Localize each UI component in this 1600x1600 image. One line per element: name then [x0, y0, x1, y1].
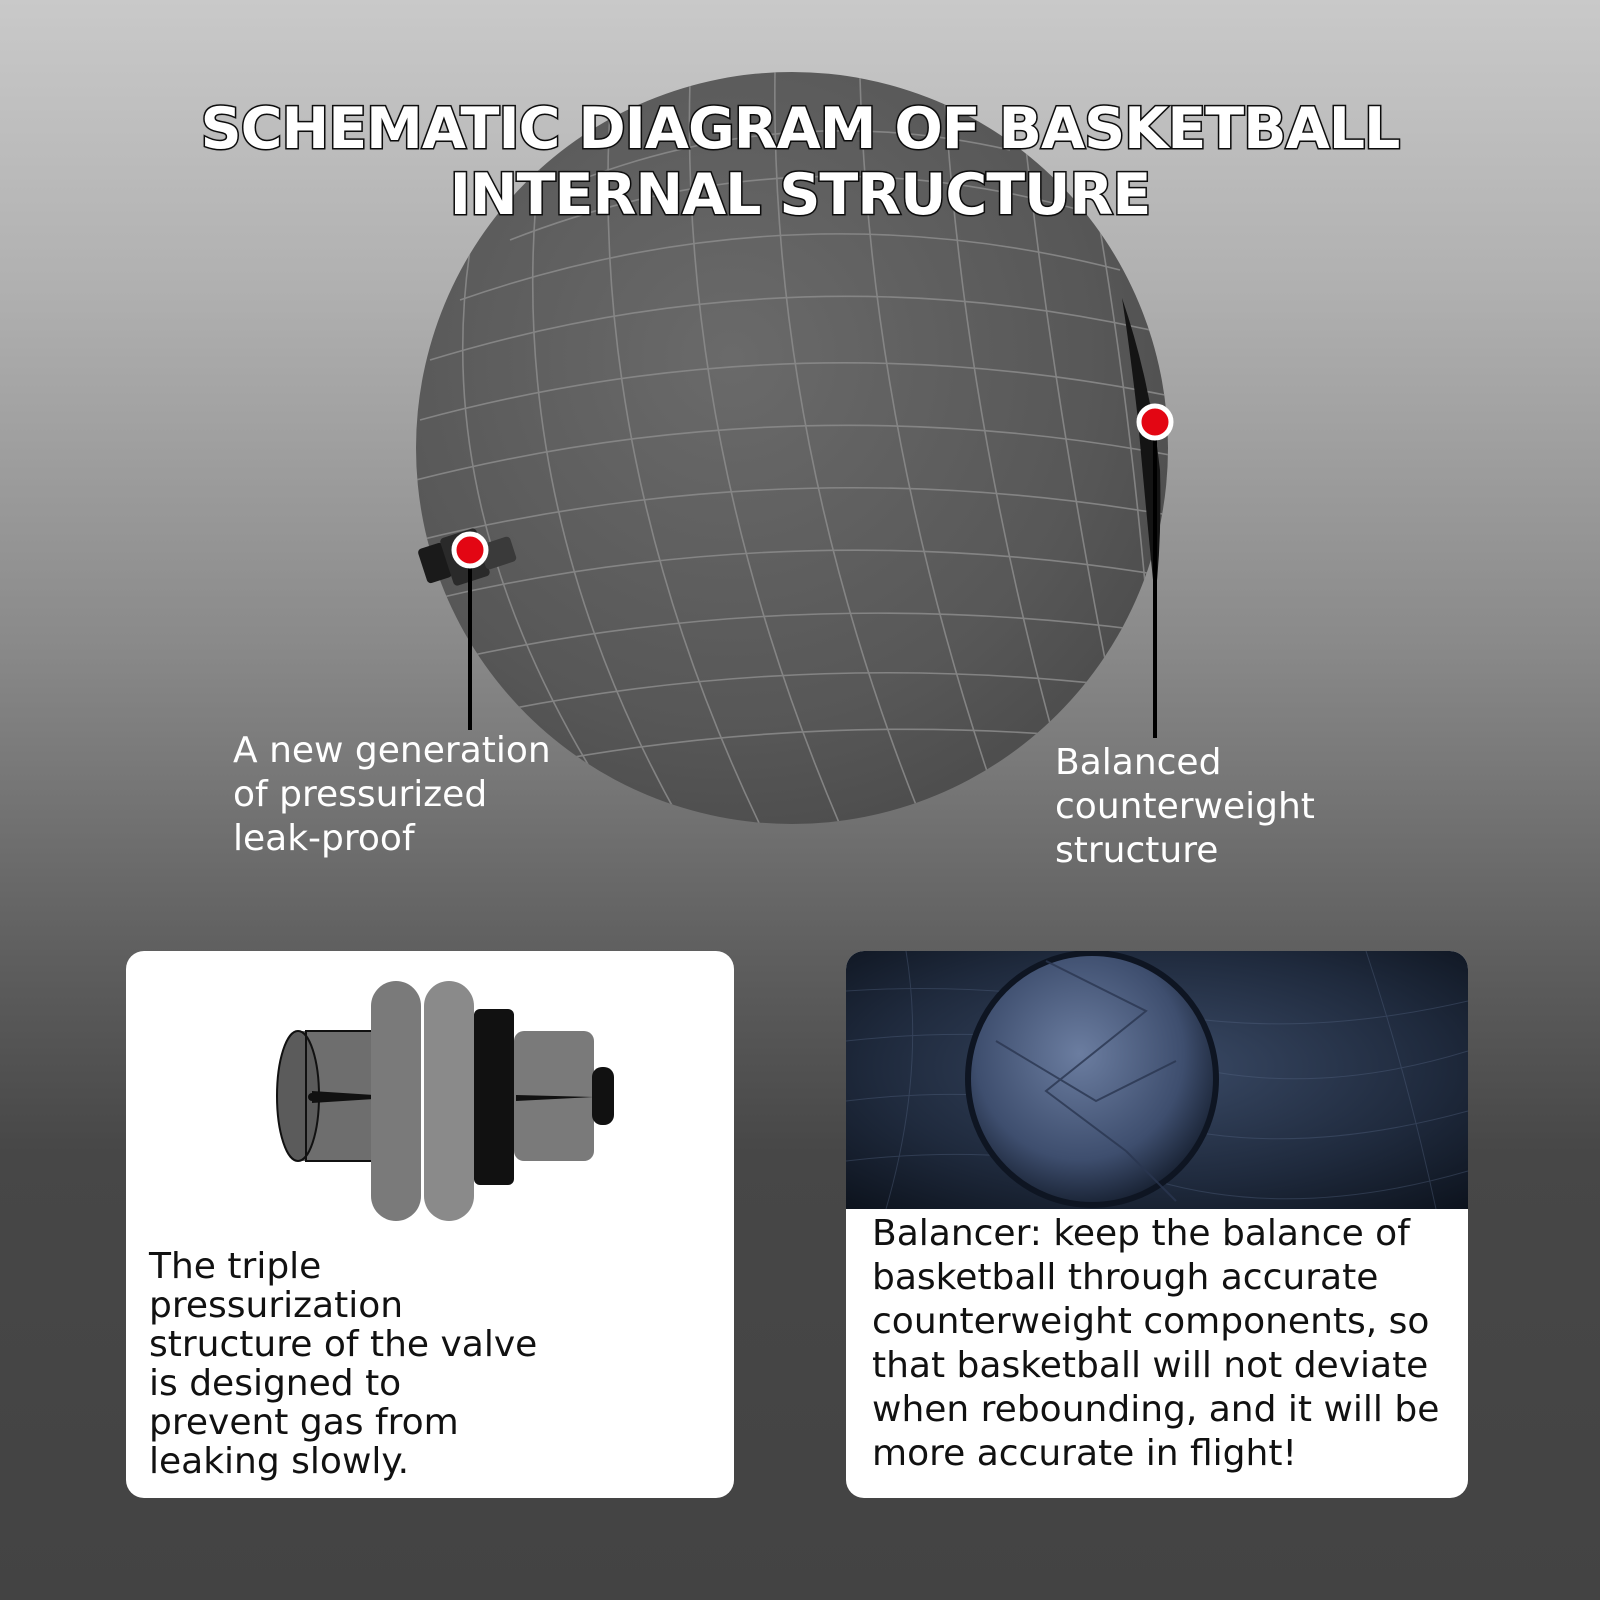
balancer-card-line: Balancer: keep the balance of	[872, 1213, 1410, 1254]
valve-card-line: prevent gas from	[149, 1402, 459, 1443]
valve-card-line: pressurization	[149, 1285, 404, 1326]
balancer-card-line: basketball through accurate	[872, 1257, 1379, 1298]
valve-callout-label	[233, 729, 551, 861]
valve-card-line: structure of the valve	[149, 1324, 538, 1365]
valve-card-line: The triple	[149, 1246, 322, 1287]
balancer-photo	[846, 951, 1468, 1209]
valve-card-line: leaking slowly.	[149, 1441, 410, 1482]
valve-card-line: is designed to	[149, 1363, 402, 1404]
balancer-card	[846, 951, 1468, 1498]
counterweight-callout-line: Balanced	[1055, 742, 1222, 783]
title-line-1: SCHEMATIC DIAGRAM OF BASKETBALL	[200, 96, 1400, 162]
valve-callout-line: leak-proof	[233, 818, 415, 859]
valve-card	[126, 951, 734, 1498]
diagram-title	[0, 96, 1600, 228]
valve-callout-line: of pressurized	[233, 774, 488, 815]
counterweight-callout-line: counterweight	[1055, 786, 1315, 827]
title-line-2: INTERNAL STRUCTURE	[449, 162, 1151, 228]
balancer-card-line: that basketball will not deviate	[872, 1345, 1429, 1386]
balancer-card-line: more accurate in flight!	[872, 1433, 1297, 1474]
balancer-card-text	[872, 1212, 1439, 1476]
valve-card-text	[149, 1247, 537, 1481]
counterweight-callout-label	[1055, 741, 1315, 873]
counterweight-marker	[1139, 406, 1171, 438]
counterweight-callout-line: structure	[1055, 830, 1219, 871]
balancer-card-line: counterweight components, so	[872, 1301, 1430, 1342]
valve-illustration	[126, 951, 734, 1251]
valve-callout-line: A new generation	[233, 730, 551, 771]
valve-marker	[454, 534, 486, 566]
balancer-card-line: when rebounding, and it will be	[872, 1389, 1440, 1430]
